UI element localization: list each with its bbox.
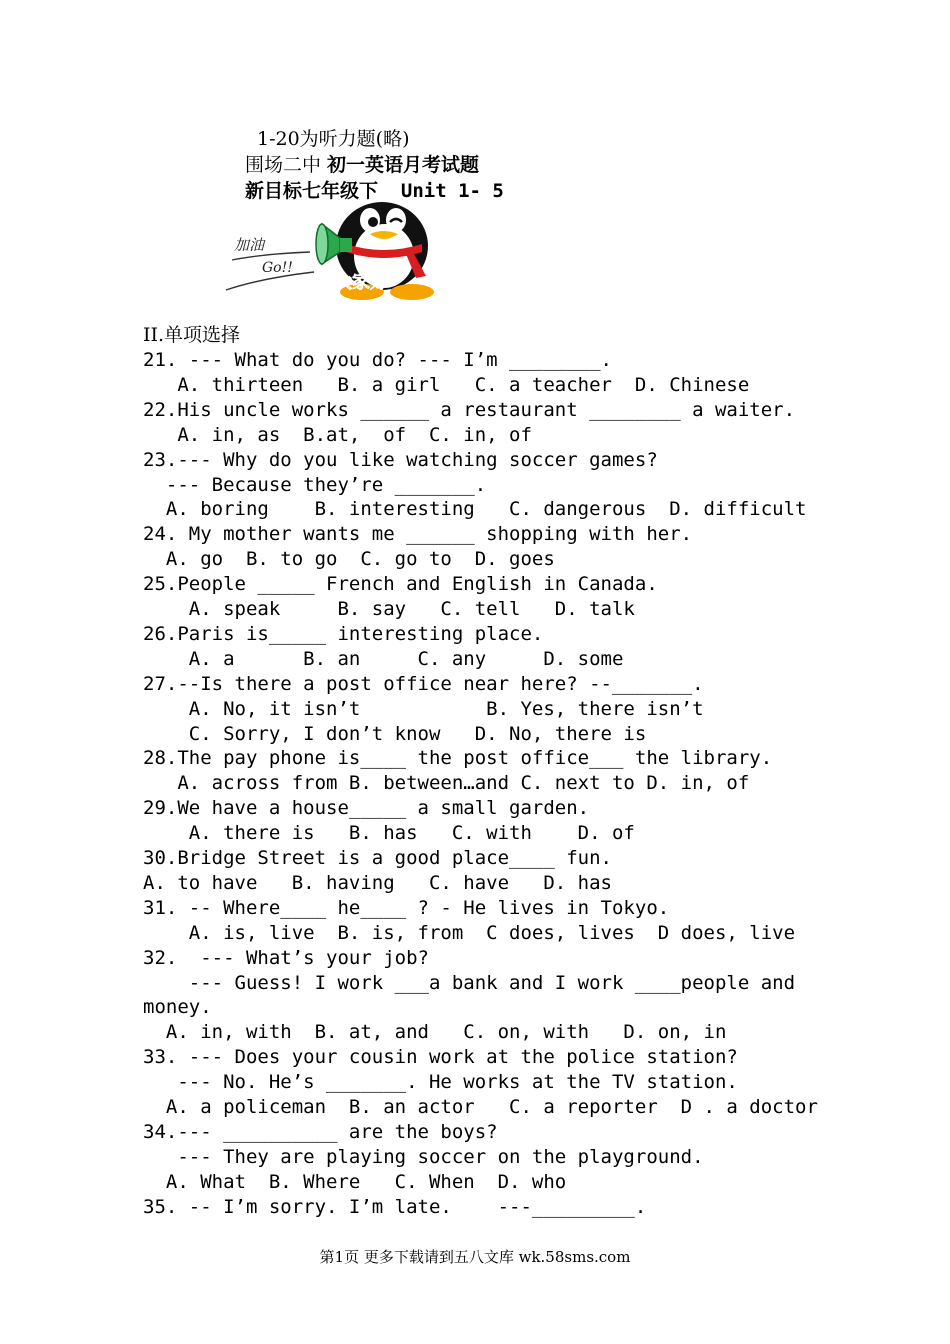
question-line: A. thirteen B. a girl C. a teacher D. Chinese (143, 373, 750, 396)
question-line: 22.His uncle works ______ a restaurant ________ a waiter. (143, 398, 796, 421)
question-line: A. in, with B. at, and C. on, with D. on, in (143, 1021, 727, 1044)
question-line: 21. --- What do you do? --- I’m ________. (143, 349, 612, 371)
question-line: 24. My mother wants me ______ shopping with her. (143, 523, 693, 546)
listening-note: 1-20为听力题(略) (257, 128, 410, 150)
question-line: --- Guess! I work ___a bank and I work ____people and (143, 971, 796, 994)
question-line: A. boring B. interesting C. dangerous D. difficult (143, 498, 807, 521)
question-line: 33. --- Does your cousin work at the police station? (143, 1046, 738, 1069)
question-line: 31. -- Where____ he____ ? - He lives in Tokyo. (143, 896, 670, 919)
question-line: A. No, it isn’t B. Yes, there isn’t (143, 697, 704, 720)
question-line: A. What B. Where C. When D. who (143, 1170, 567, 1193)
section-title: II.单项选择 (143, 324, 241, 346)
page-footer: 第1页 更多下载请到五八文库 wk.58sms.com (319, 1248, 631, 1266)
question-line: 29.We have a house_____ a small garden. (143, 797, 590, 820)
penguin-mascot-logo (222, 198, 446, 302)
cheer-handwriting-cn: 加油 (234, 236, 265, 254)
question-line: 30.Bridge Street is a good place____ fun. (143, 847, 612, 869)
question-line: 35. -- I’m sorry. I’m late. ---_________. (143, 1195, 647, 1218)
exam-name: 初一英语月考试题 (327, 154, 480, 176)
question-line: 23.--- Why do you like watching soccer games? (143, 448, 658, 471)
question-line: --- No. He’s _______. He works at the TV station. (143, 1071, 738, 1094)
greeting-text: 大家好 (334, 272, 388, 293)
question-line: --- Because they’re _______. (143, 473, 487, 496)
question-line: A. across from B. between…and C. next to D. in, of (143, 772, 750, 795)
question-line: 28.The pay phone is____ the post office___ the library. (143, 747, 773, 770)
question-line: A. in, as B.at, of C. in, of (143, 423, 532, 446)
question-line: A. a policeman B. an actor C. a reporter D . a doctor (143, 1096, 818, 1118)
question-line: A. speak B. say C. tell D. talk (143, 598, 635, 620)
question-line: A. go B. to go C. go to D. goes (143, 548, 555, 571)
question-line: 34.--- __________ are the boys? (143, 1120, 498, 1143)
question-line: 27.--Is there a post office near here? --_______. (143, 672, 704, 695)
cheer-handwriting-en: Go!! (262, 260, 293, 276)
exam-subtitle: 新目标七年级下 Unit 1- 5 (245, 180, 504, 202)
question-line: A. a B. an C. any D. some (143, 647, 624, 670)
question-line: C. Sorry, I don’t know D. No, there is (143, 722, 647, 745)
exam-title (245, 150, 479, 177)
question-line: A. to have B. having C. have D. has (143, 871, 612, 894)
question-line: A. is, live B. is, from C does, lives D does, live (143, 921, 796, 944)
question-line: 26.Paris is_____ interesting place. (143, 622, 544, 645)
question-line: --- They are playing soccer on the playground. (143, 1145, 704, 1168)
question-line: 32. --- What’s your job? (143, 946, 429, 969)
question-line: A. there is B. has C. with D. of (143, 822, 635, 845)
question-line: 25.People _____ French and English in Canada. (143, 573, 658, 596)
question-line: money. (143, 996, 212, 1019)
school-name: 围场二中 (245, 154, 328, 176)
